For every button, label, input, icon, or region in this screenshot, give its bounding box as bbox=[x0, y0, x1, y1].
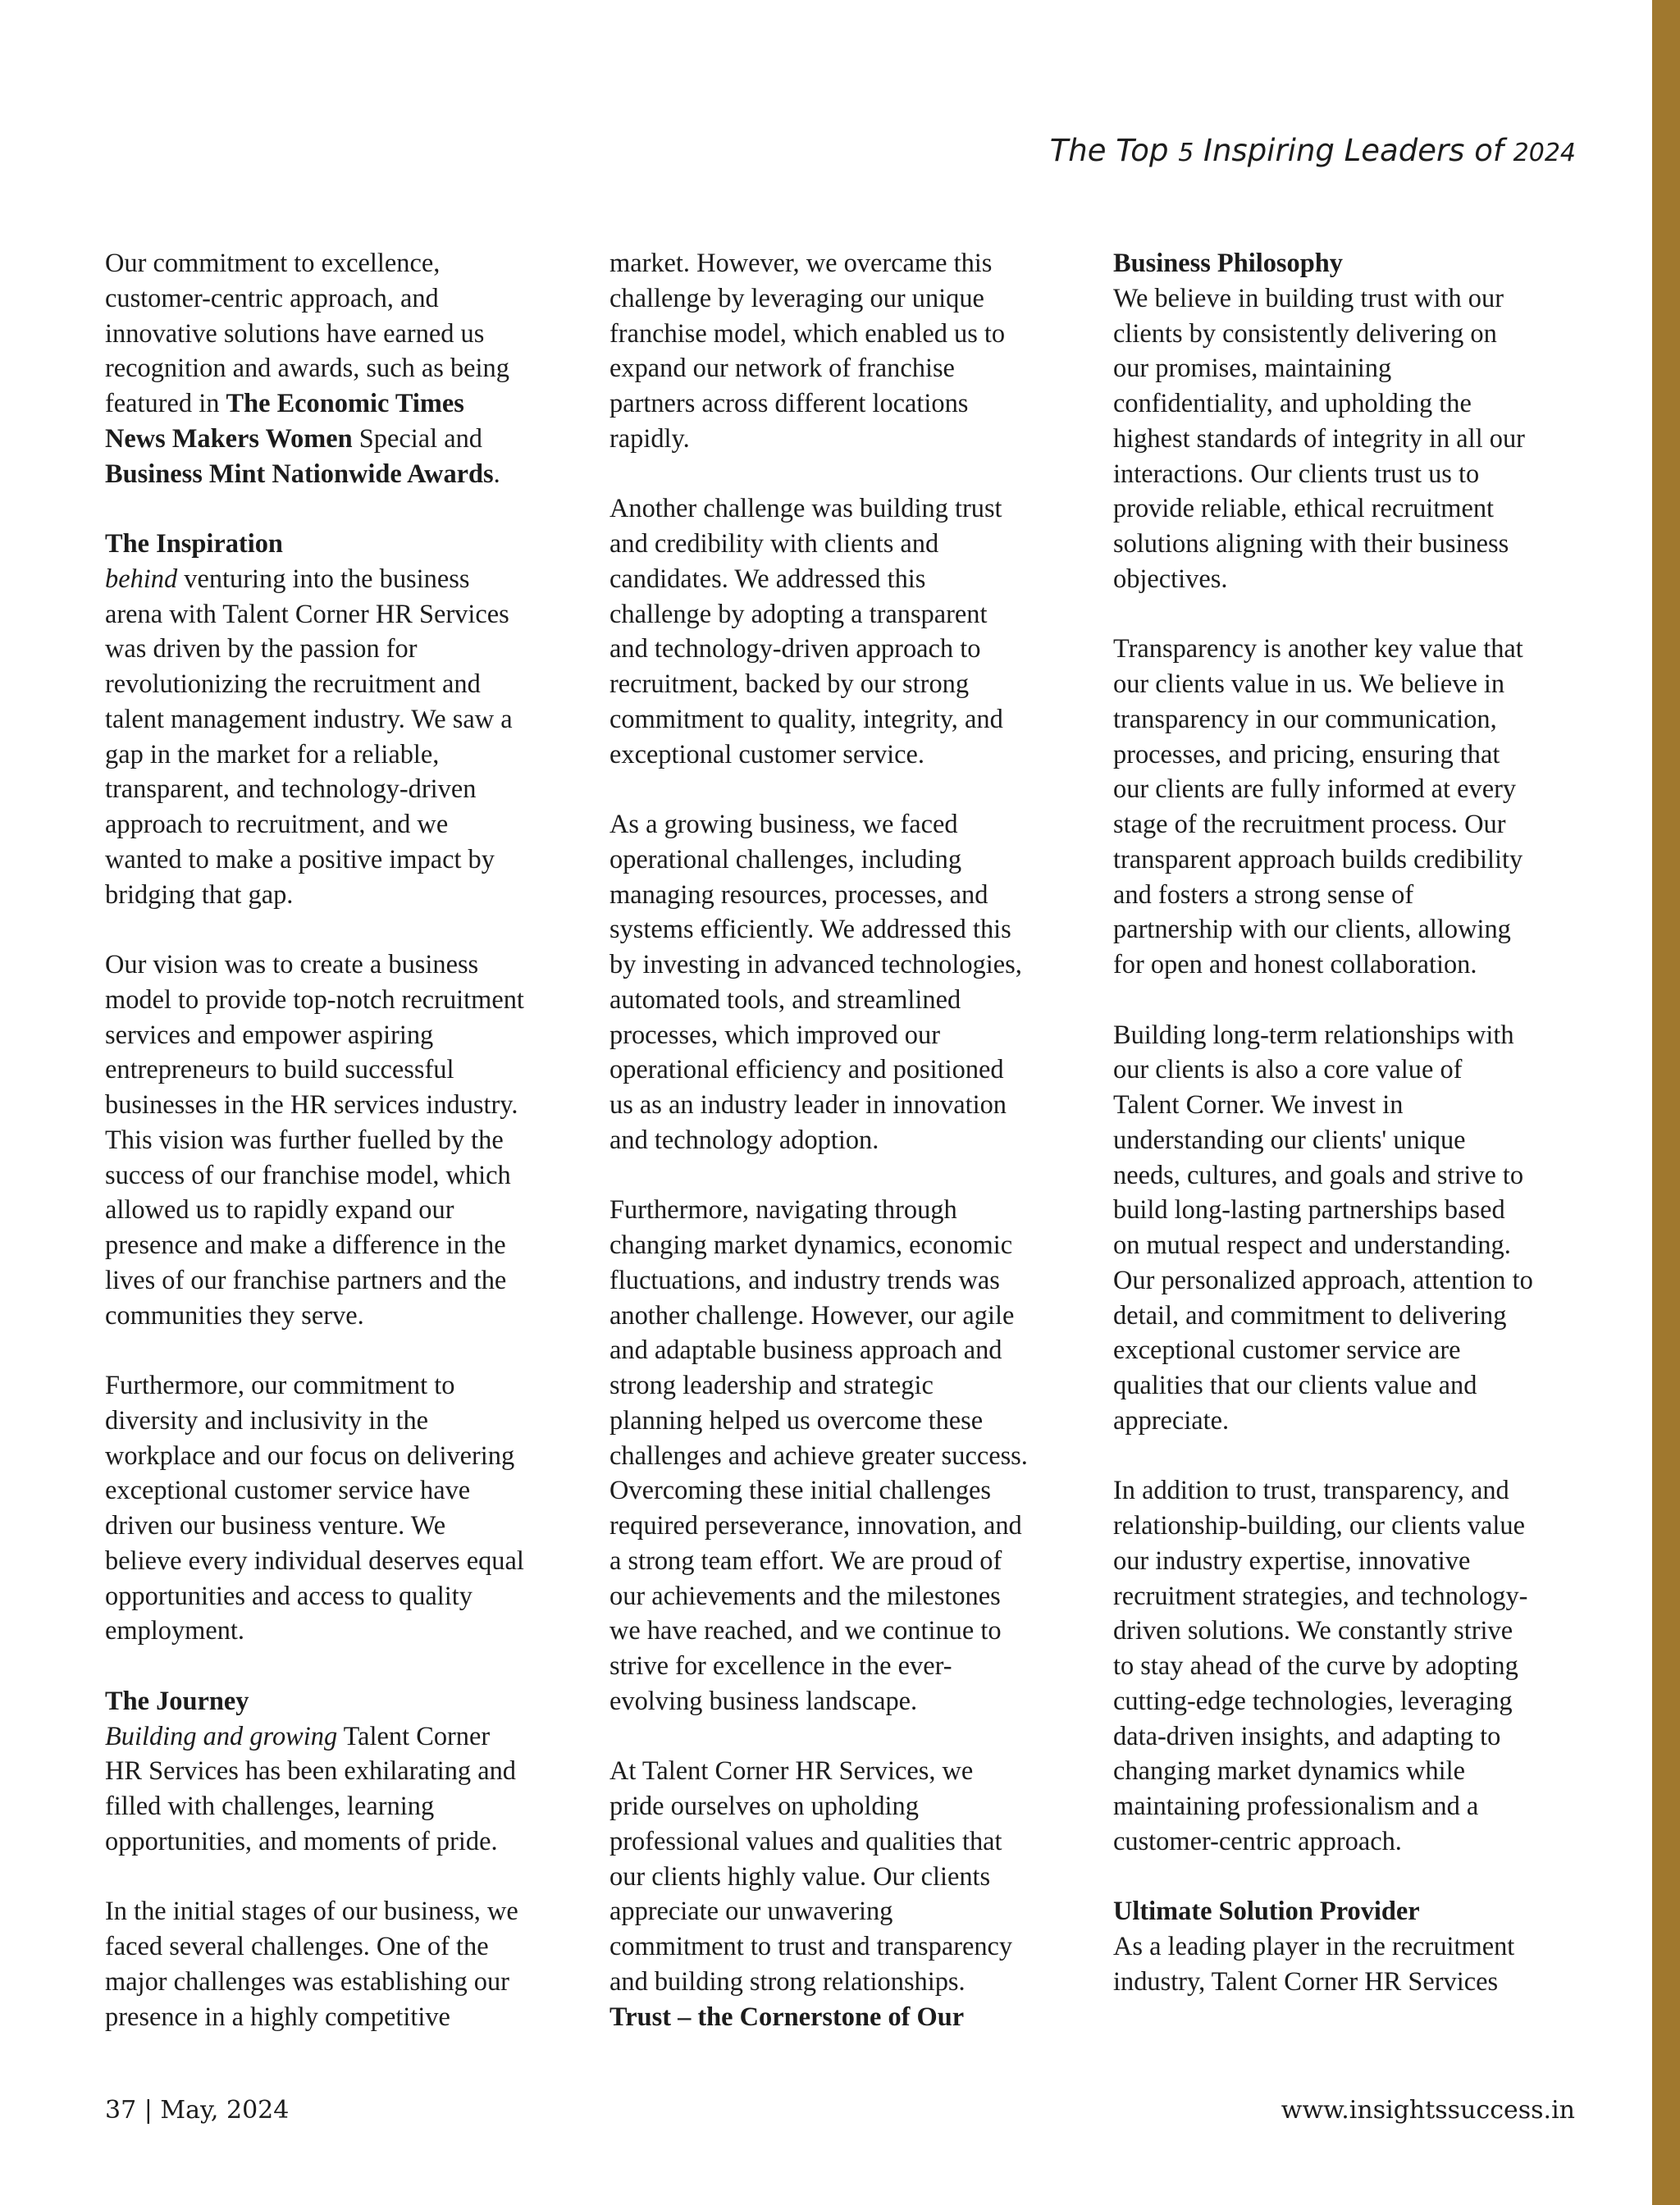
text-line: partnership with our clients, allowing bbox=[1113, 915, 1511, 945]
bold-text: The Economic Times bbox=[226, 389, 464, 418]
text-line: commitment to quality, integrity, and bbox=[609, 704, 1003, 734]
text-line: filled with challenges, learning bbox=[105, 1792, 435, 1821]
text-line: bridging that gap. bbox=[105, 879, 294, 910]
text-line: changing market dynamics, economic bbox=[609, 1230, 1013, 1260]
text-line: challenges and achieve greater success. bbox=[609, 1440, 1028, 1471]
text-line: transparent, and technology-driven bbox=[105, 774, 477, 805]
paragraph-transparency bbox=[1113, 632, 1589, 983]
paragraph-operational bbox=[609, 807, 1085, 1158]
text-line: revolutionizing the recruitment and bbox=[105, 669, 481, 699]
footer-website-link[interactable]: www.insightssuccess.in bbox=[1281, 2096, 1575, 2125]
text-line: highest standards of integrity in all our bbox=[1113, 423, 1525, 454]
text-line: processes, and pricing, ensuring that bbox=[1113, 739, 1500, 769]
text-line: our promises, maintaining bbox=[1113, 354, 1392, 384]
text-line: industry, Talent Corner HR Services bbox=[1113, 1966, 1499, 1997]
paragraph-diversity bbox=[105, 1368, 581, 1649]
text-line: cutting-edge technologies, leveraging bbox=[1113, 1686, 1513, 1716]
page-header-title bbox=[1050, 133, 1576, 168]
text-line: our clients highly value. Our clients bbox=[609, 1861, 991, 1892]
text-line: systems efficiently. We addressed this bbox=[609, 915, 1011, 945]
text-line: Our commitment to excellence, bbox=[105, 249, 441, 278]
text-line: Overcoming these initial challenges bbox=[609, 1476, 992, 1506]
text-line: transparency in our communication, bbox=[1113, 704, 1497, 734]
text-line: workplace and our focus on delivering bbox=[105, 1440, 515, 1471]
text-line: Furthermore, navigating through bbox=[609, 1195, 957, 1226]
text-line: maintaining professionalism and a bbox=[1113, 1792, 1479, 1821]
text-line: presence in a highly competitive bbox=[105, 2002, 450, 2032]
article-column-3 bbox=[1113, 246, 1589, 2000]
text-line: Another challenge was building trust bbox=[609, 494, 1002, 524]
text-line: employment. bbox=[105, 1616, 245, 1646]
text-line: pride ourselves on upholding bbox=[609, 1792, 919, 1821]
text-line: candidates. We addressed this bbox=[609, 564, 926, 594]
text-line: clients by consistently delivering on bbox=[1113, 318, 1497, 349]
text-line: believe every individual deserves equal bbox=[105, 1545, 524, 1576]
text-line: opportunities, and moments of pride. bbox=[105, 1826, 498, 1856]
text-line: exceptional customer service. bbox=[609, 739, 925, 769]
text-line: our industry expertise, innovative bbox=[1113, 1545, 1471, 1576]
text-line: businesses in the HR services industry. bbox=[105, 1090, 518, 1120]
paragraph-values bbox=[609, 1754, 1085, 2034]
text-line: was driven by the passion for bbox=[105, 634, 418, 664]
text-line: our clients is also a core value of bbox=[1113, 1055, 1463, 1085]
text-line: innovative solutions have earned us bbox=[105, 318, 485, 349]
text-line: we have reached, and we continue to bbox=[609, 1616, 1002, 1646]
text-line: detail, and commitment to delivering bbox=[1113, 1300, 1507, 1331]
text-line: customer-centric approach. bbox=[1113, 1826, 1402, 1856]
text-line: operational efficiency and positioned bbox=[609, 1055, 1004, 1085]
text-line: and adaptable business approach and bbox=[609, 1335, 1002, 1366]
article-column-1 bbox=[105, 246, 581, 2034]
section-heading-philosophy: Business Philosophy bbox=[1113, 249, 1343, 278]
text-line: We believe in building trust with our bbox=[1113, 283, 1504, 313]
text-line: strong leadership and strategic bbox=[609, 1371, 934, 1400]
section-heading-inspiration: The Inspiration bbox=[105, 529, 283, 559]
paragraph-market-dynamics bbox=[609, 1193, 1085, 1719]
text-line: recruitment, backed by our strong bbox=[609, 669, 970, 699]
text-line: challenge by leveraging our unique bbox=[609, 283, 984, 313]
text-line: entrepreneurs to build successful bbox=[105, 1055, 454, 1085]
text-span: . bbox=[493, 459, 500, 489]
text-line: Transparency is another key value that bbox=[1113, 634, 1523, 664]
side-accent-bar bbox=[1652, 0, 1680, 2205]
text-line: changing market dynamics while bbox=[1113, 1756, 1466, 1787]
text-line: partners across different locations bbox=[609, 389, 969, 418]
text-line: driven our business venture. We bbox=[105, 1511, 446, 1541]
text-line: challenge by adopting a transparent bbox=[609, 599, 988, 629]
text-line: services and empower aspiring bbox=[105, 1020, 434, 1050]
text-line: success of our franchise model, which bbox=[105, 1160, 511, 1190]
text-line: data-driven insights, and adapting to bbox=[1113, 1721, 1501, 1751]
text-line: and fosters a strong sense of bbox=[1113, 879, 1414, 910]
paragraph-trust-challenge bbox=[609, 491, 1085, 772]
text-line: our achievements and the milestones bbox=[609, 1581, 1001, 1611]
text-line: presence and make a difference in the bbox=[105, 1230, 506, 1260]
text-line: automated tools, and streamlined bbox=[609, 984, 961, 1015]
text-line: recruitment strategies, and technology- bbox=[1113, 1581, 1528, 1611]
paragraph-relationships bbox=[1113, 1018, 1589, 1439]
text-line: to stay ahead of the curve by adopting bbox=[1113, 1651, 1518, 1681]
text-line: transparent approach builds credibility bbox=[1113, 844, 1523, 874]
text-line: communities they serve. bbox=[105, 1300, 364, 1331]
text-line: Our vision was to create a business bbox=[105, 950, 479, 979]
text-line: fluctuations, and industry trends was bbox=[609, 1265, 1000, 1295]
text-line: our clients are fully informed at every bbox=[1113, 774, 1517, 805]
text-line: model to provide top-notch recruitment bbox=[105, 984, 524, 1015]
footer-page-info: 37 | May, 2024 bbox=[105, 2096, 290, 2125]
paragraph-journey bbox=[105, 1684, 581, 1860]
text-line: market. However, we overcame this bbox=[609, 249, 993, 278]
text-line: As a growing business, we faced bbox=[609, 810, 958, 839]
text-line: by investing in advanced technologies, bbox=[609, 950, 1022, 979]
text-line: wanted to make a positive impact by bbox=[105, 844, 495, 874]
text-span: featured in bbox=[105, 389, 226, 418]
italic-text: behind bbox=[105, 564, 178, 594]
section-heading-solution: Ultimate Solution Provider bbox=[1113, 1897, 1420, 1927]
text-line: exceptional customer service are bbox=[1113, 1335, 1461, 1366]
text-line: appreciate. bbox=[1113, 1405, 1230, 1436]
text-line: and building strong relationships. bbox=[609, 1966, 966, 1997]
text-line: rapidly. bbox=[609, 423, 690, 454]
text-line: our clients value in us. We believe in bbox=[1113, 669, 1505, 699]
text-line: exceptional customer service have bbox=[105, 1476, 471, 1506]
text-line: evolving business landscape. bbox=[609, 1686, 918, 1716]
bold-text: Business Mint Nationwide Awards bbox=[105, 459, 494, 489]
text-line: lives of our franchise partners and the bbox=[105, 1265, 507, 1295]
section-heading-journey: The Journey bbox=[105, 1686, 249, 1716]
text-line: recognition and awards, such as being bbox=[105, 354, 509, 384]
text-line: Talent Corner. We invest in bbox=[1113, 1090, 1404, 1120]
text-line: and technology-driven approach to bbox=[609, 634, 981, 664]
text-line: opportunities and access to quality bbox=[105, 1581, 472, 1611]
text-line: relationship-building, our clients value bbox=[1113, 1511, 1525, 1541]
text-line: HR Services has been exhilarating and bbox=[105, 1756, 516, 1787]
paragraph-solution bbox=[1113, 1894, 1589, 1999]
text-span: Talent Corner bbox=[337, 1721, 491, 1751]
text-line: major challenges was establishing our bbox=[105, 1966, 509, 1997]
text-line: commitment to trust and transparency bbox=[609, 1932, 1013, 1961]
text-line: At Talent Corner HR Services, we bbox=[609, 1756, 974, 1787]
text-line: Furthermore, our commitment to bbox=[105, 1371, 455, 1400]
paragraph-initial-stages bbox=[105, 1894, 581, 2034]
text-line: approach to recruitment, and we bbox=[105, 810, 449, 839]
bold-text: News Makers Women bbox=[105, 423, 353, 454]
text-line: diversity and inclusivity in the bbox=[105, 1405, 429, 1436]
header-title-number: 5 bbox=[1178, 139, 1194, 167]
text-line: interactions. Our clients trust us to bbox=[1113, 459, 1480, 489]
text-line: processes, which improved our bbox=[609, 1020, 940, 1050]
text-line: qualities that our clients value and bbox=[1113, 1371, 1477, 1400]
text-line: confidentiality, and upholding the bbox=[1113, 389, 1472, 418]
text-line: operational challenges, including bbox=[609, 844, 962, 874]
text-line: expand our network of franchise bbox=[609, 354, 955, 384]
text-line: on mutual respect and understanding. bbox=[1113, 1230, 1511, 1260]
text-line: gap in the market for a reliable, bbox=[105, 739, 440, 769]
text-line: for open and honest collaboration. bbox=[1113, 950, 1477, 979]
text-line: managing resources, processes, and bbox=[609, 879, 988, 910]
text-line: planning helped us overcome these bbox=[609, 1405, 984, 1436]
header-title-year: 2024 bbox=[1513, 139, 1576, 167]
paragraph-awards bbox=[105, 246, 581, 491]
paragraph-market bbox=[609, 246, 1085, 457]
text-line: customer-centric approach, and bbox=[105, 283, 439, 313]
text-span: venturing into the business bbox=[177, 564, 470, 594]
paragraph-expertise bbox=[1113, 1473, 1589, 1859]
header-title-part1: The Top bbox=[1049, 133, 1179, 168]
text-line: objectives. bbox=[1113, 564, 1228, 594]
italic-text: Building and growing bbox=[105, 1721, 338, 1751]
text-line: needs, cultures, and goals and strive to bbox=[1113, 1160, 1524, 1190]
text-line: and technology adoption. bbox=[609, 1125, 879, 1155]
text-line: required perseverance, innovation, and bbox=[609, 1511, 1022, 1541]
text-line: and credibility with clients and bbox=[609, 529, 939, 559]
text-line: In the initial stages of our business, we bbox=[105, 1897, 518, 1927]
header-title-part2: Inspiring Leaders of bbox=[1194, 133, 1513, 168]
text-line: In addition to trust, transparency, and bbox=[1113, 1476, 1509, 1506]
paragraph-inspiration bbox=[105, 527, 581, 912]
text-line: stage of the recruitment process. Our bbox=[1113, 810, 1506, 839]
section-heading-trust: Trust – the Cornerstone of Our bbox=[609, 2002, 965, 2032]
article-column-2 bbox=[609, 246, 1085, 2034]
text-line: solutions aligning with their business bbox=[1113, 529, 1509, 559]
text-line: This vision was further fuelled by the bbox=[105, 1125, 504, 1155]
text-line: allowed us to rapidly expand our bbox=[105, 1195, 454, 1226]
text-span: Special and bbox=[352, 423, 482, 454]
text-line: another challenge. However, our agile bbox=[609, 1300, 1015, 1331]
text-line: provide reliable, ethical recruitment bbox=[1113, 494, 1495, 524]
text-line: Our personalized approach, attention to bbox=[1113, 1265, 1533, 1295]
paragraph-vision bbox=[105, 947, 581, 1333]
text-line: understanding our clients' unique bbox=[1113, 1125, 1466, 1155]
text-line: appreciate our unwavering bbox=[609, 1897, 893, 1927]
text-line: strive for excellence in the ever- bbox=[609, 1651, 952, 1681]
text-line: Building long-term relationships with bbox=[1113, 1020, 1514, 1050]
text-line: faced several challenges. One of the bbox=[105, 1932, 489, 1961]
paragraph-philosophy bbox=[1113, 246, 1589, 597]
text-line: As a leading player in the recruitment bbox=[1113, 1932, 1515, 1961]
text-line: build long-lasting partnerships based bbox=[1113, 1195, 1505, 1226]
text-line: a strong team effort. We are proud of bbox=[609, 1545, 1002, 1576]
text-line: franchise model, which enabled us to bbox=[609, 318, 1006, 349]
text-line: us as an industry leader in innovation bbox=[609, 1090, 1007, 1120]
text-line: driven solutions. We constantly strive bbox=[1113, 1616, 1513, 1646]
text-line: talent management industry. We saw a bbox=[105, 704, 513, 734]
text-line: arena with Talent Corner HR Services bbox=[105, 599, 509, 629]
text-line: professional values and qualities that bbox=[609, 1826, 1002, 1856]
